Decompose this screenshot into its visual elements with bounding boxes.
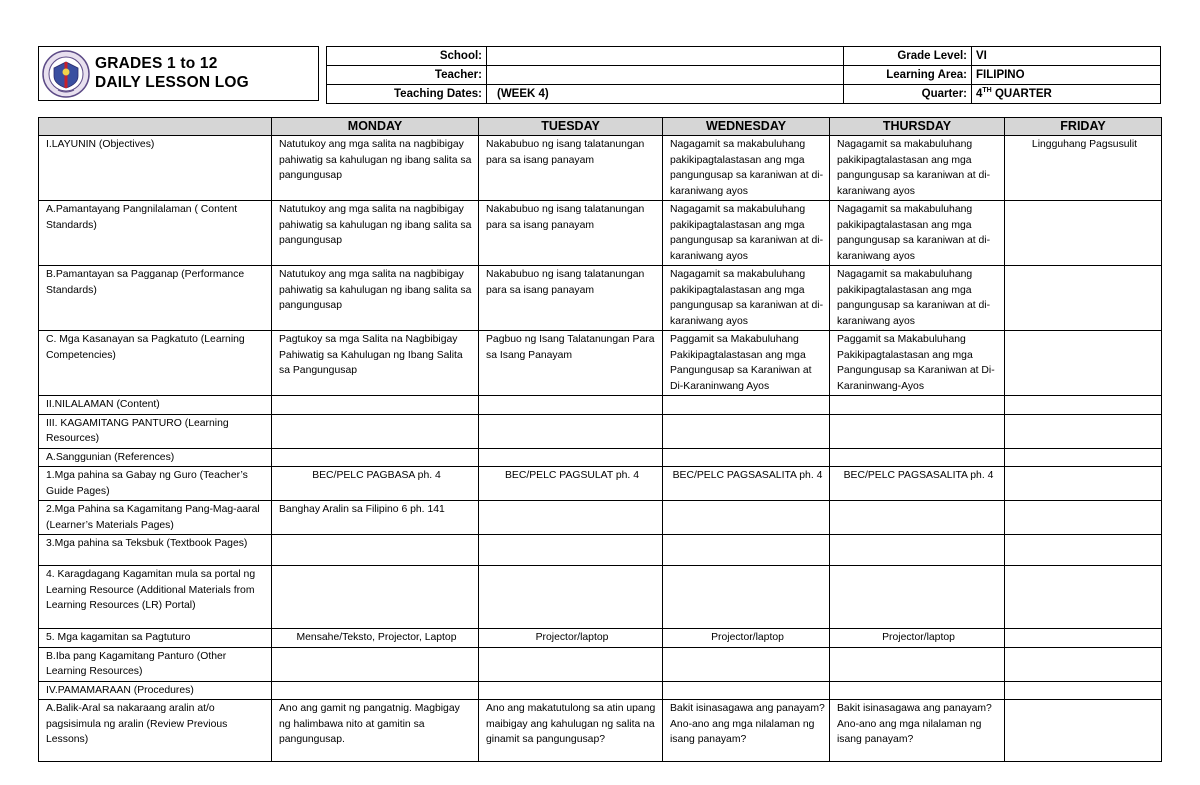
day-cell[interactable]: Natutukoy ang mga salita na nagbibigay pahiwatig sa kahulugan ng ibang salita sa pangungusap xyxy=(272,136,479,201)
day-cell[interactable] xyxy=(663,414,830,448)
row-label: 1.Mga pahina sa Gabay ng Guro (Teacher’s Guide Pages) xyxy=(39,467,272,501)
day-cell[interactable] xyxy=(272,396,479,415)
learning-area-label: Learning Area: xyxy=(844,66,972,85)
day-header: FRIDAY xyxy=(1005,118,1162,136)
day-cell[interactable] xyxy=(1005,535,1162,566)
table-row xyxy=(39,535,1162,566)
day-cell[interactable] xyxy=(1005,448,1162,467)
log-title-line1: GRADES 1 to 12 xyxy=(95,55,218,72)
corner-cell xyxy=(39,118,272,136)
day-cell[interactable] xyxy=(272,647,479,681)
quarter-number: 4 xyxy=(976,88,983,100)
day-cell[interactable]: BEC/PELC PAGSASALITA ph. 4 xyxy=(663,467,830,501)
day-cell[interactable] xyxy=(830,647,1005,681)
row-label: A.Pamantayang Pangnilalaman ( Content Standards) xyxy=(39,201,272,266)
day-cell[interactable] xyxy=(830,448,1005,467)
table-row xyxy=(39,331,1162,396)
row-label: III. KAGAMITANG PANTURO (Learning Resources) xyxy=(39,414,272,448)
day-cell[interactable]: Pagbuo ng Isang Talatanungan Para sa Isang Panayam xyxy=(479,331,663,396)
day-cell[interactable] xyxy=(830,566,1005,629)
day-cell[interactable] xyxy=(272,448,479,467)
row-label: 2.Mga Pahina sa Kagamitang Pang-Mag-aaral (Learner’s Materials Pages) xyxy=(39,501,272,535)
day-cell[interactable]: Nagagamit sa makabuluhang pakikipagtalastasan ang mga pangungusap sa karaniwan at di-karaniwang ayos xyxy=(830,201,1005,266)
day-cell[interactable] xyxy=(272,414,479,448)
day-cell[interactable] xyxy=(830,396,1005,415)
table-row xyxy=(39,700,1162,762)
learning-area-value[interactable]: FILIPINO xyxy=(972,66,1161,85)
table-row xyxy=(39,201,1162,266)
day-cell[interactable] xyxy=(1005,700,1162,762)
day-cell[interactable] xyxy=(1005,647,1162,681)
day-cell[interactable] xyxy=(272,681,479,700)
day-cell[interactable] xyxy=(272,566,479,629)
day-cell[interactable] xyxy=(1005,629,1162,648)
day-cell[interactable] xyxy=(663,535,830,566)
day-header: THURSDAY xyxy=(830,118,1005,136)
row-label: 5. Mga kagamitan sa Pagtuturo xyxy=(39,629,272,648)
day-cell[interactable] xyxy=(479,448,663,467)
day-cell[interactable] xyxy=(1005,201,1162,266)
day-cell[interactable]: Mensahe/Teksto, Projector, Laptop xyxy=(272,629,479,648)
day-header-row xyxy=(39,118,1162,136)
day-cell[interactable]: Nagagamit sa makabuluhang pakikipagtalastasan ang mga pangungusap sa karaniwan at di-karaniwang ayos xyxy=(663,266,830,331)
day-cell[interactable]: Projector/laptop xyxy=(830,629,1005,648)
day-header: WEDNESDAY xyxy=(663,118,830,136)
school-label: School: xyxy=(327,47,487,66)
row-label: II.NILALAMAN (Content) xyxy=(39,396,272,415)
day-cell[interactable] xyxy=(663,501,830,535)
day-cell[interactable] xyxy=(663,448,830,467)
day-cell[interactable]: Bakit isinasagawa ang panayam? Ano-ano ang mga nilalaman ng isang panayam? xyxy=(830,700,1005,762)
table-row xyxy=(39,136,1162,201)
day-cell[interactable]: BEC/PELC PAGSULAT ph. 4 xyxy=(479,467,663,501)
deped-seal-icon xyxy=(42,50,90,98)
day-cell[interactable] xyxy=(1005,396,1162,415)
table-row xyxy=(39,414,1162,448)
table-row xyxy=(39,266,1162,331)
table-row xyxy=(39,647,1162,681)
info-table xyxy=(326,46,1161,104)
row-label: A.Sanggunian (References) xyxy=(39,448,272,467)
day-cell[interactable] xyxy=(1005,566,1162,629)
row-label: B.Iba pang Kagamitang Panturo (Other Learning Resources) xyxy=(39,647,272,681)
log-title-line2: DAILY LESSON LOG xyxy=(95,74,249,91)
day-cell[interactable]: Ano ang makatutulong sa atin upang maibigay ang kahulugan ng salita na ginamit sa pangungusap? xyxy=(479,700,663,762)
table-row xyxy=(39,448,1162,467)
day-cell[interactable] xyxy=(1005,414,1162,448)
day-cell[interactable] xyxy=(830,501,1005,535)
day-cell[interactable]: Bakit isinasagawa ang panayam? Ano-ano ang mga nilalaman ng isang panayam? xyxy=(663,700,830,762)
teacher-label: Teacher: xyxy=(327,66,487,85)
teacher-value[interactable] xyxy=(487,66,844,85)
day-cell[interactable]: Projector/laptop xyxy=(479,629,663,648)
day-cell[interactable] xyxy=(479,647,663,681)
day-cell[interactable]: Natutukoy ang mga salita na nagbibigay pahiwatig sa kahulugan ng ibang salita sa pangungusap xyxy=(272,201,479,266)
day-cell[interactable] xyxy=(830,681,1005,700)
row-label: B.Pamantayan sa Pagganap (Performance Standards) xyxy=(39,266,272,331)
quarter-ordinal: TH xyxy=(982,87,992,95)
grade-level-value[interactable]: VI xyxy=(972,47,1161,66)
teaching-dates-value[interactable]: (WEEK 4) xyxy=(487,85,844,104)
quarter-value[interactable] xyxy=(972,85,1161,104)
day-cell[interactable]: BEC/PELC PAGBASA ph. 4 xyxy=(272,467,479,501)
day-cell[interactable]: Paggamit sa Makabuluhang Pakikipagtalastasan ang mga Pangungusap sa Karaniwan at Di-Karaninwang-Ayos xyxy=(830,331,1005,396)
day-cell[interactable] xyxy=(479,535,663,566)
day-cell[interactable] xyxy=(1005,331,1162,396)
day-cell[interactable] xyxy=(1005,681,1162,700)
row-label: IV.PAMAMARAAN (Procedures) xyxy=(39,681,272,700)
day-cell[interactable]: Banghay Aralin sa Filipino 6 ph. 141 xyxy=(272,501,479,535)
day-cell[interactable] xyxy=(1005,501,1162,535)
day-cell[interactable]: BEC/PELC PAGSASALITA ph. 4 xyxy=(830,467,1005,501)
grade-level-label: Grade Level: xyxy=(844,47,972,66)
row-label: A.Balik-Aral sa nakaraang aralin at/o pagsisimula ng aralin (Review Previous Lessons) xyxy=(39,700,272,762)
table-row xyxy=(39,396,1162,415)
row-label: C. Mga Kasanayan sa Pagkatuto (Learning Competencies) xyxy=(39,331,272,396)
day-cell[interactable] xyxy=(479,566,663,629)
day-cell[interactable] xyxy=(272,535,479,566)
day-cell[interactable]: Lingguhang Pagsusulit xyxy=(1005,136,1162,201)
day-cell[interactable] xyxy=(1005,467,1162,501)
day-cell[interactable]: Natutukoy ang mga salita na nagbibigay pahiwatig sa kahulugan ng ibang salita sa pangungusap xyxy=(272,266,479,331)
row-label: 4. Karagdagang Kagamitan mula sa portal ng Learning Resource (Additional Materials from Learning Resources (LR) Portal) xyxy=(39,566,272,629)
lesson-log-table xyxy=(38,117,1162,762)
day-cell[interactable] xyxy=(830,535,1005,566)
day-cell[interactable]: Ano ang gamit ng pangatnig. Magbigay ng halimbawa nito at gamitin sa pangungusap. xyxy=(272,700,479,762)
day-cell[interactable] xyxy=(1005,266,1162,331)
day-cell[interactable]: Nagagamit sa makabuluhang pakikipagtalastasan ang mga pangungusap sa karaniwan at di-karaniwang ayos xyxy=(663,201,830,266)
day-cell[interactable]: Pagtukoy sa mga Salita na Nagbibigay Pahiwatig sa Kahulugan ng Ibang Salita sa Pangungusap xyxy=(272,331,479,396)
day-cell[interactable]: Nagagamit sa makabuluhang pakikipagtalastasan ang mga pangungusap sa karaniwan at di-karaniwang ayos xyxy=(830,266,1005,331)
row-label: I.LAYUNIN (Objectives) xyxy=(39,136,272,201)
quarter-label: Quarter: xyxy=(844,85,972,104)
day-cell[interactable]: Projector/laptop xyxy=(663,629,830,648)
day-header: TUESDAY xyxy=(479,118,663,136)
day-cell[interactable] xyxy=(663,566,830,629)
day-cell[interactable] xyxy=(479,501,663,535)
quarter-word: QUARTER xyxy=(994,88,1052,100)
day-cell[interactable]: Nagagamit sa makabuluhang pakikipagtalastasan ang mga pangungusap sa karaniwan at di-karaniwang ayos xyxy=(830,136,1005,201)
day-cell[interactable] xyxy=(663,647,830,681)
day-cell[interactable] xyxy=(479,681,663,700)
school-value[interactable] xyxy=(487,47,844,66)
row-label: 3.Mga pahina sa Teksbuk (Textbook Pages) xyxy=(39,535,272,566)
day-cell[interactable] xyxy=(479,396,663,415)
day-cell[interactable] xyxy=(663,396,830,415)
day-cell[interactable]: Paggamit sa Makabuluhang Pakikipagtalastasan ang mga Pangungusap sa Karaniwan at Di-Karaninwang Ayos xyxy=(663,331,830,396)
day-cell[interactable] xyxy=(830,414,1005,448)
table-row xyxy=(39,566,1162,629)
table-row xyxy=(39,501,1162,535)
day-cell[interactable]: Nakabubuo ng isang talatanungan para sa isang panayam xyxy=(479,266,663,331)
day-cell[interactable]: Nagagamit sa makabuluhang pakikipagtalastasan ang mga pangungusap sa karaniwan at di-karaniwang ayos xyxy=(663,136,830,201)
day-header: MONDAY xyxy=(272,118,479,136)
teaching-dates-label: Teaching Dates: xyxy=(327,85,487,104)
day-cell[interactable] xyxy=(479,414,663,448)
lesson-log-header xyxy=(38,46,319,101)
day-cell[interactable] xyxy=(663,681,830,700)
table-row xyxy=(39,467,1162,501)
table-row xyxy=(39,681,1162,700)
day-cell[interactable]: Nakabubuo ng isang talatanungan para sa isang panayam xyxy=(479,201,663,266)
day-cell[interactable]: Nakabubuo ng isang talatanungan para sa isang panayam xyxy=(479,136,663,201)
table-row xyxy=(39,629,1162,648)
